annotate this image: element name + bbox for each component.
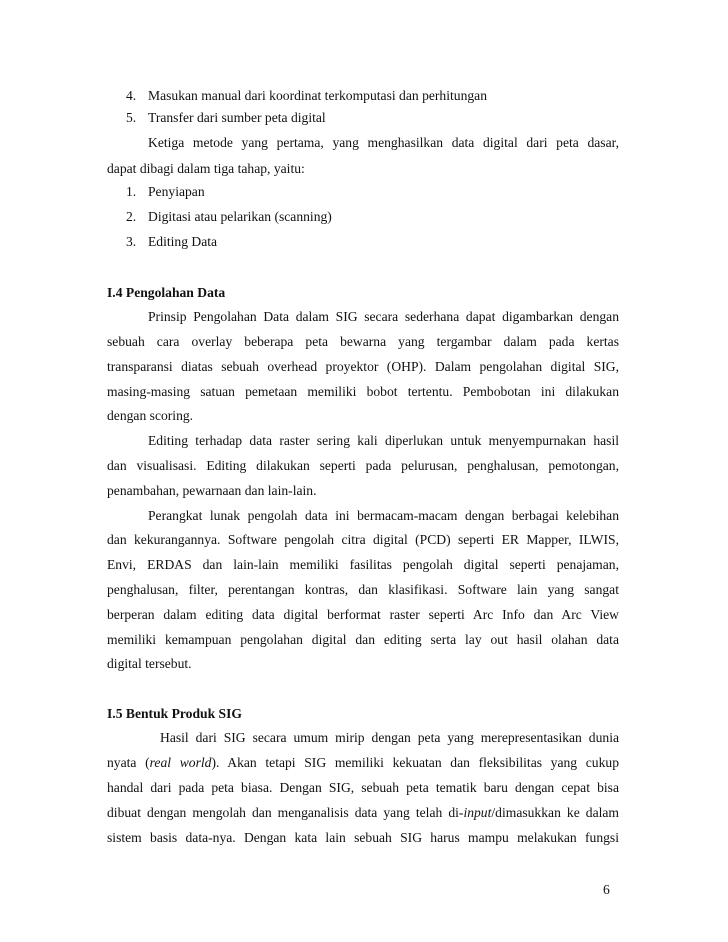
- paragraph-line: [107, 755, 619, 771]
- italic-term: input: [463, 805, 492, 820]
- paragraph-line: transparansi diatas sebuah overhead proyektor (OHP). Dalam pengolahan digital SIG,: [107, 359, 619, 374]
- page-number: 6: [603, 882, 610, 897]
- list-item-number: 1.: [126, 184, 137, 199]
- paragraph-line: dengan scoring.: [107, 408, 194, 423]
- section-heading: I.5 Bentuk Produk SIG: [107, 706, 242, 721]
- paragraph-line: penghalusan, filter, perentangan kontras, dan klasifikasi. Software lain yang sangat: [107, 582, 619, 597]
- paragraph-line: Envi, ERDAS dan lain-lain memiliki fasilitas pengolah digital seperti penajaman,: [107, 557, 619, 572]
- list-item-number: 4.: [126, 88, 137, 103]
- list-item-number: 3.: [126, 234, 137, 249]
- text-segment: /dimasukkan ke dalam: [491, 805, 620, 820]
- paragraph-line: masing-masing satuan pemetaan memiliki bobot tertentu. Pembobotan ini dilakukan: [107, 384, 619, 399]
- paragraph-line: Prinsip Pengolahan Data dalam SIG secara sederhana dapat digambarkan dengan: [148, 309, 619, 324]
- paragraph-line: [107, 805, 619, 821]
- paragraph-line: Editing terhadap data raster sering kali diperlukan untuk menyempurnakan hasil: [148, 433, 619, 448]
- list-item-number: 2.: [126, 209, 137, 224]
- paragraph-line: penambahan, pewarnaan dan lain-lain.: [107, 483, 317, 498]
- list-item-text: Digitasi atau pelarikan (scanning): [148, 209, 332, 224]
- text-segment: dibuat dengan mengolah dan menganalisis data yang telah di-: [107, 805, 464, 820]
- paragraph-line: handal dari pada peta biasa. Dengan SIG, sebuah peta tematik baru dengan cepat bisa: [107, 780, 619, 795]
- list-item-text: Penyiapan: [148, 184, 205, 199]
- italic-term: real world: [149, 755, 212, 770]
- paragraph-line: Hasil dari SIG secara umum mirip dengan peta yang merepresentasikan dunia: [160, 730, 619, 745]
- paragraph-line: dan kekurangannya. Software pengolah citra digital (PCD) seperti ER Mapper, ILWIS,: [107, 532, 619, 547]
- paragraph-line: sistem basis data-nya. Dengan kata lain sebuah SIG harus mampu melakukan fungsi: [107, 830, 619, 845]
- list-item-number: 5.: [126, 110, 137, 125]
- list-item-text: Masukan manual dari koordinat terkomputasi dan perhitungan: [148, 88, 488, 103]
- paragraph-line: memiliki kemampuan pengolahan digital dan editing serta lay out hasil olahan data: [107, 632, 619, 647]
- paragraph-line: Ketiga metode yang pertama, yang menghasilkan data digital dari peta dasar,: [148, 135, 619, 150]
- paragraph-line: dapat dibagi dalam tiga tahap, yaitu:: [107, 161, 305, 176]
- paragraph-line: berperan dalam editing data digital berformat raster seperti Arc Info dan Arc View: [107, 607, 619, 622]
- list-item-text: Transfer dari sumber peta digital: [148, 110, 326, 125]
- paragraph-line: digital tersebut.: [107, 656, 192, 671]
- text-segment: nyata (: [107, 755, 150, 770]
- paragraph-line: sebuah cara overlay beberapa peta bewarna yang tergambar dalam pada kertas: [107, 334, 619, 349]
- paragraph-line: Perangkat lunak pengolah data ini bermacam-macam dengan berbagai kelebihan: [148, 508, 619, 523]
- section-heading: I.4 Pengolahan Data: [107, 285, 226, 300]
- paragraph-line: dan visualisasi. Editing dilakukan seperti pada pelurusan, penghalusan, pemotongan,: [107, 458, 619, 473]
- text-segment: ). Akan tetapi SIG memiliki kekuatan dan fleksibilitas yang cukup: [211, 755, 619, 770]
- list-item-text: Editing Data: [148, 234, 218, 249]
